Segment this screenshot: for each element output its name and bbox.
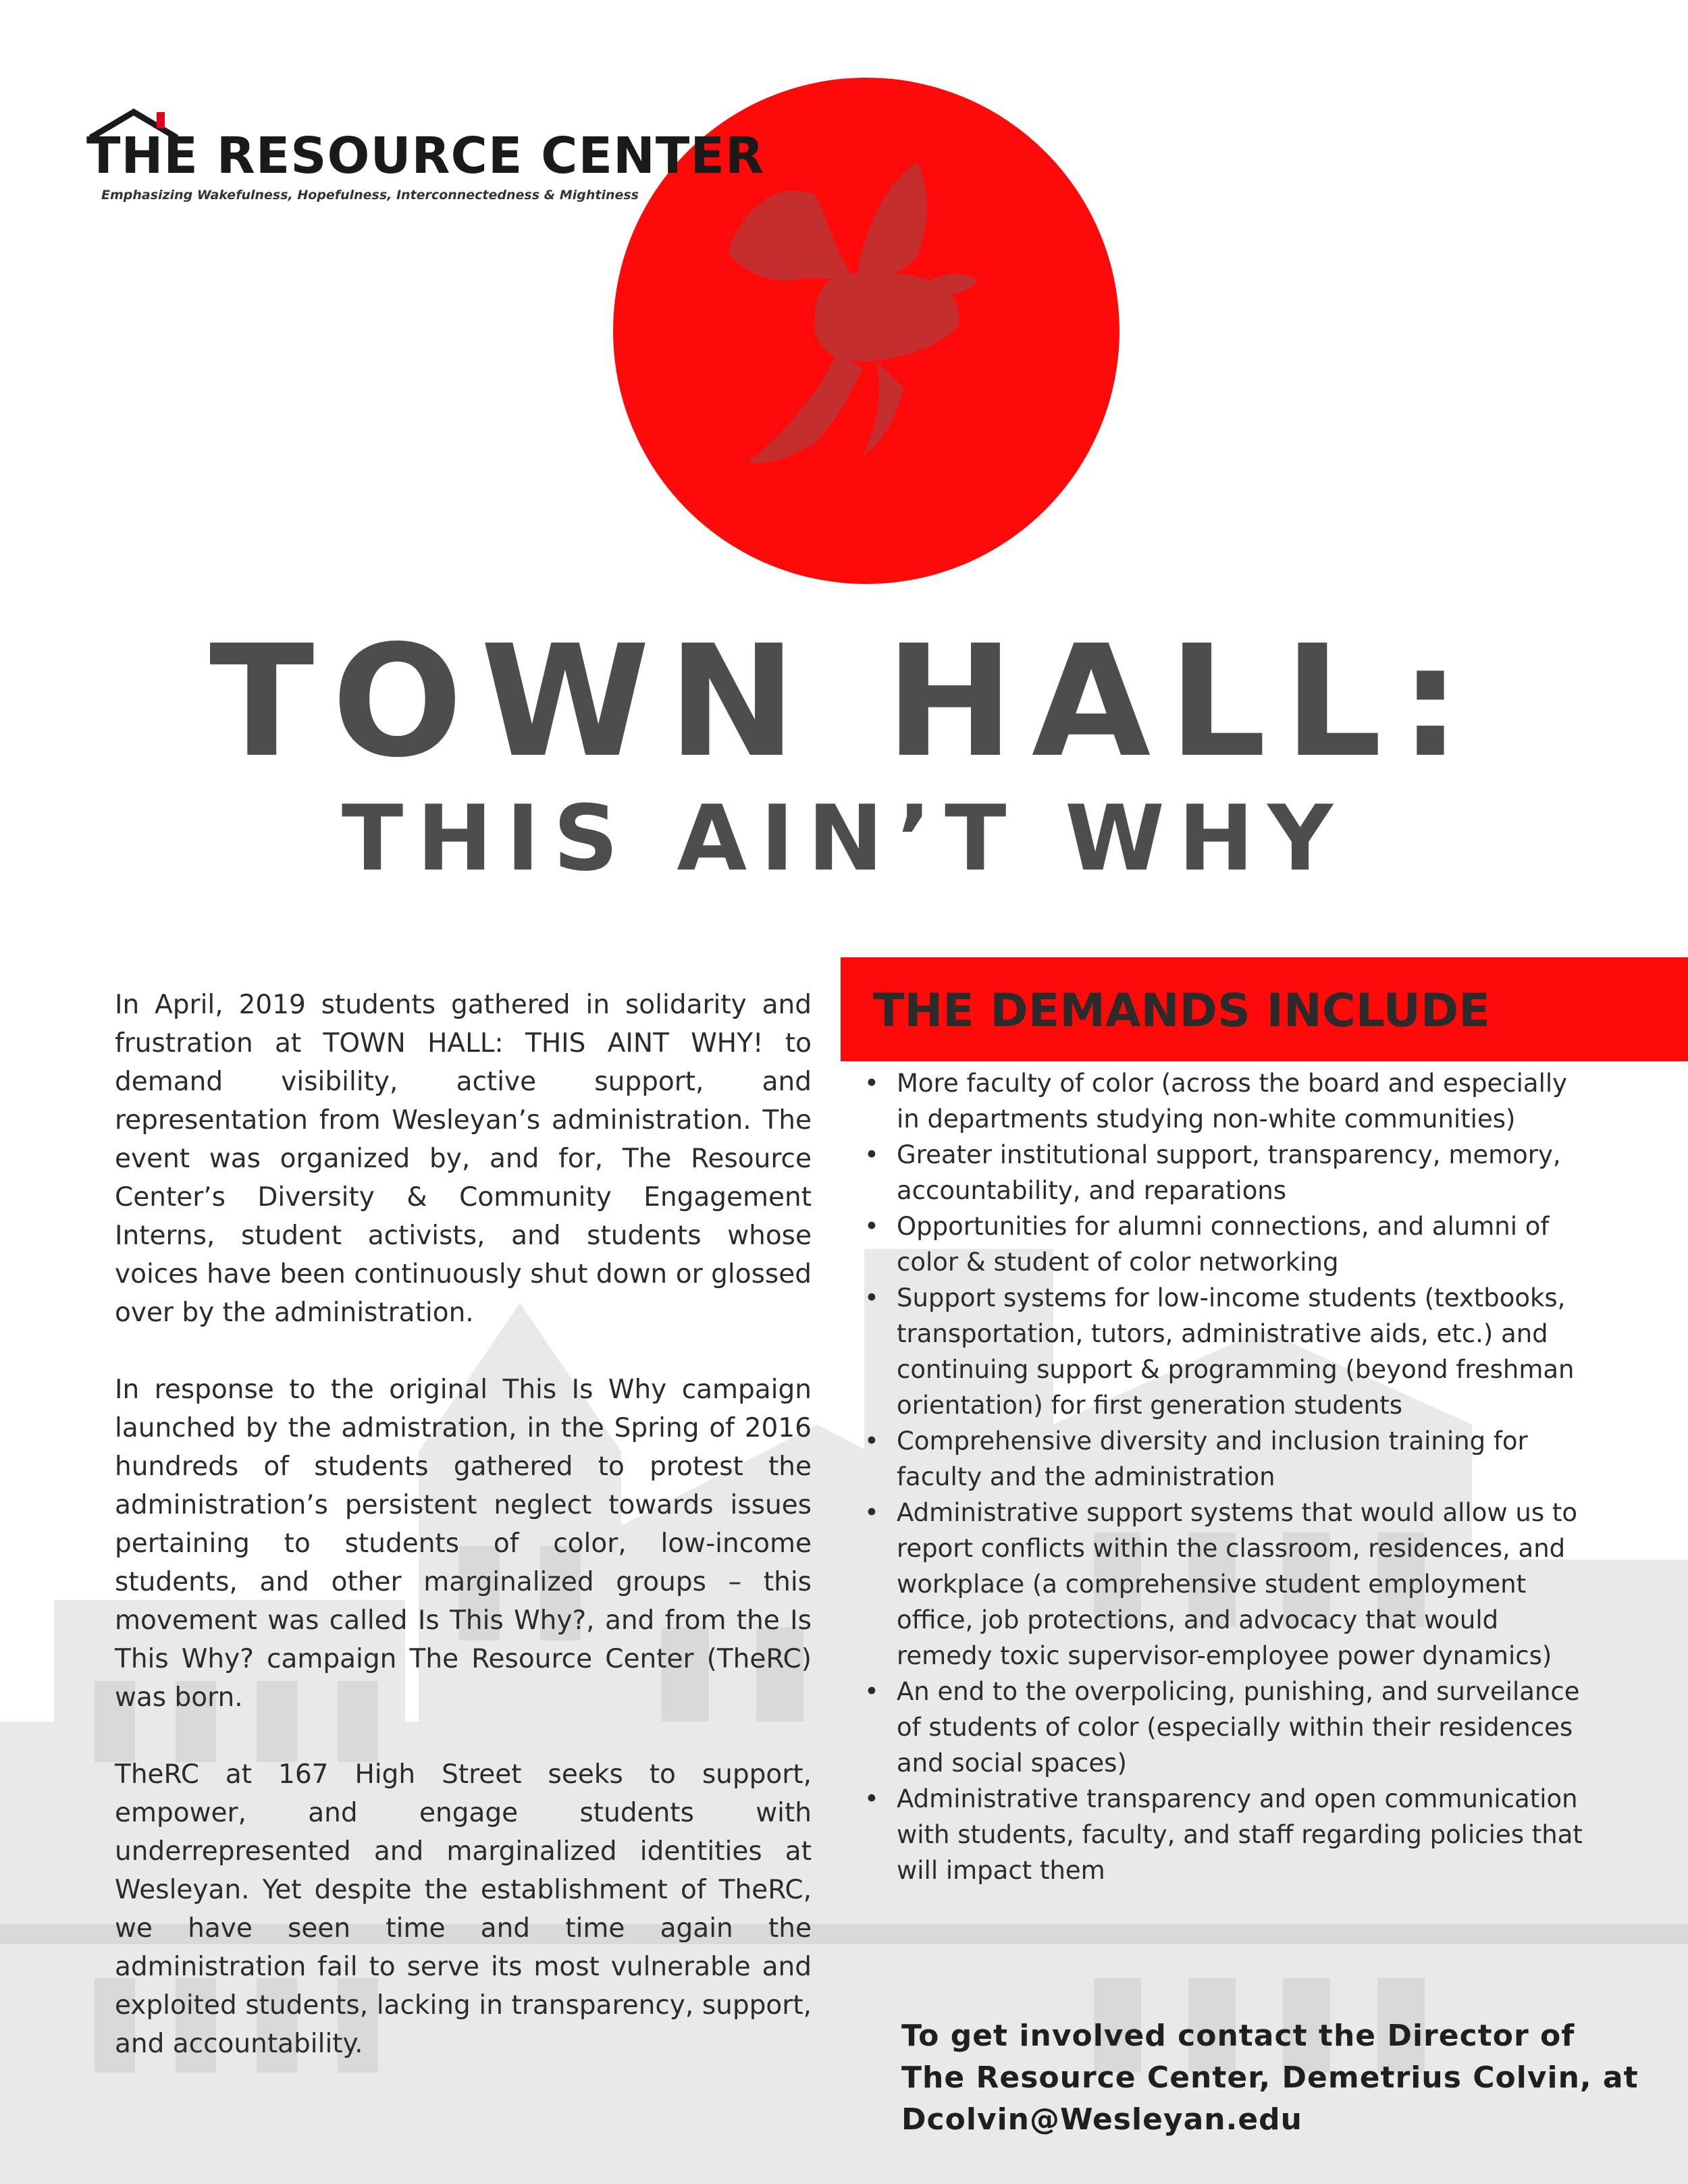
demand-text: More faculty of color (across the board and especially in departments studying non-white communities) [897,1069,1568,1134]
bullet-icon: • [864,1140,879,1169]
list-item [859,1137,1595,1208]
list-item [859,1280,1595,1423]
demands-header-bar [841,957,1688,1061]
logo-title: THE RESOURCE CENTER [86,127,764,185]
demand-text: Support systems for low-income students (textbooks, transportation, tutors, administrative aids, etc.) and continuing support & programming (beyond freshman orientation) for first generation students [897,1283,1575,1420]
intro-paragraph-1: In April, 2019 students gathered in solidarity and frustration at TOWN HALL: THIS AINT WHY! to demand visibility, active support, and representation from Wesleyan’s administration. The event was organized by, and for, The Resource Center’s Diversity & Community Engagement Interns, student activists, and students whose voices have been continuously shut down or glossed over by the administration. [115,990,812,1328]
demands-title: THE DEMANDS INCLUDE [873,984,1490,1038]
logo-tagline: Emphasizing Wakefulness, Hopefulness, Interconnectedness & Mightiness [101,188,639,203]
bullet-icon: • [864,1427,879,1456]
bullet-icon: • [864,1677,879,1706]
list-item [859,1423,1595,1495]
demand-text: Comprehensive diversity and inclusion training for faculty and the administration [897,1427,1528,1491]
bullet-icon: • [864,1069,879,1098]
page-title: TOWN HALL: [209,612,1479,791]
bullet-icon: • [864,1498,879,1527]
list-item [859,1781,1595,1888]
list-item [859,1674,1595,1781]
intro-paragraph-3: TheRC at 167 High Street seeks to support, empower, and engage students with underrepresented and marginalized identities at Wesleyan. Yet despite the establishment of TheRC, we have seen time and time again the administration fail to serve its most vulnerable and exploited students, lacking in transparency, support, and accountability. [115,1759,812,2059]
demand-text: An end to the overpolicing, punishing, and surveilance of students of color (especially within their residences and social spaces) [897,1677,1580,1778]
bullet-icon: • [864,1212,879,1241]
list-item [859,1495,1595,1674]
contact-info: To get involved contact the Director of The Resource Center, Demetrius Colvin, at Dcolvin@Wesleyan.edu [901,2019,1639,2137]
list-item [859,1208,1595,1280]
demand-text: Administrative support systems that would allow us to report conflicts within the classroom, residences, and workplace (a comprehensive student employment office, job protections, and advocacy that would remedy toxic supervisor-employee power dynamics) [897,1498,1577,1670]
bullet-icon: • [864,1784,879,1813]
demand-text: Greater institutional support, transparency, memory, accountability, and reparations [897,1140,1561,1205]
list-item [859,1065,1595,1137]
page-subtitle: THIS AIN’T WHY [341,786,1347,891]
intro-paragraph-2: In response to the original This Is Why campaign launched by the admistration, in the Spring of 2016 hundreds of students gathered to protest the administration’s persistent neglect towards issues pertaining to students of color, low-income students, and other marginalized groups – this movement was called Is This Why?, and from the Is This Why? campaign The Resource Center (TheRC) was born. [115,1375,812,1713]
demand-text: Administrative transparency and open communication with students, faculty, and staff regarding policies that will impact them [897,1784,1583,1885]
intro-text-column [115,986,812,2102]
demand-text: Opportunities for alumni connections, and alumni of color & student of color networking [897,1212,1550,1277]
demands-list [859,1065,1595,1888]
bullet-icon: • [864,1283,879,1312]
